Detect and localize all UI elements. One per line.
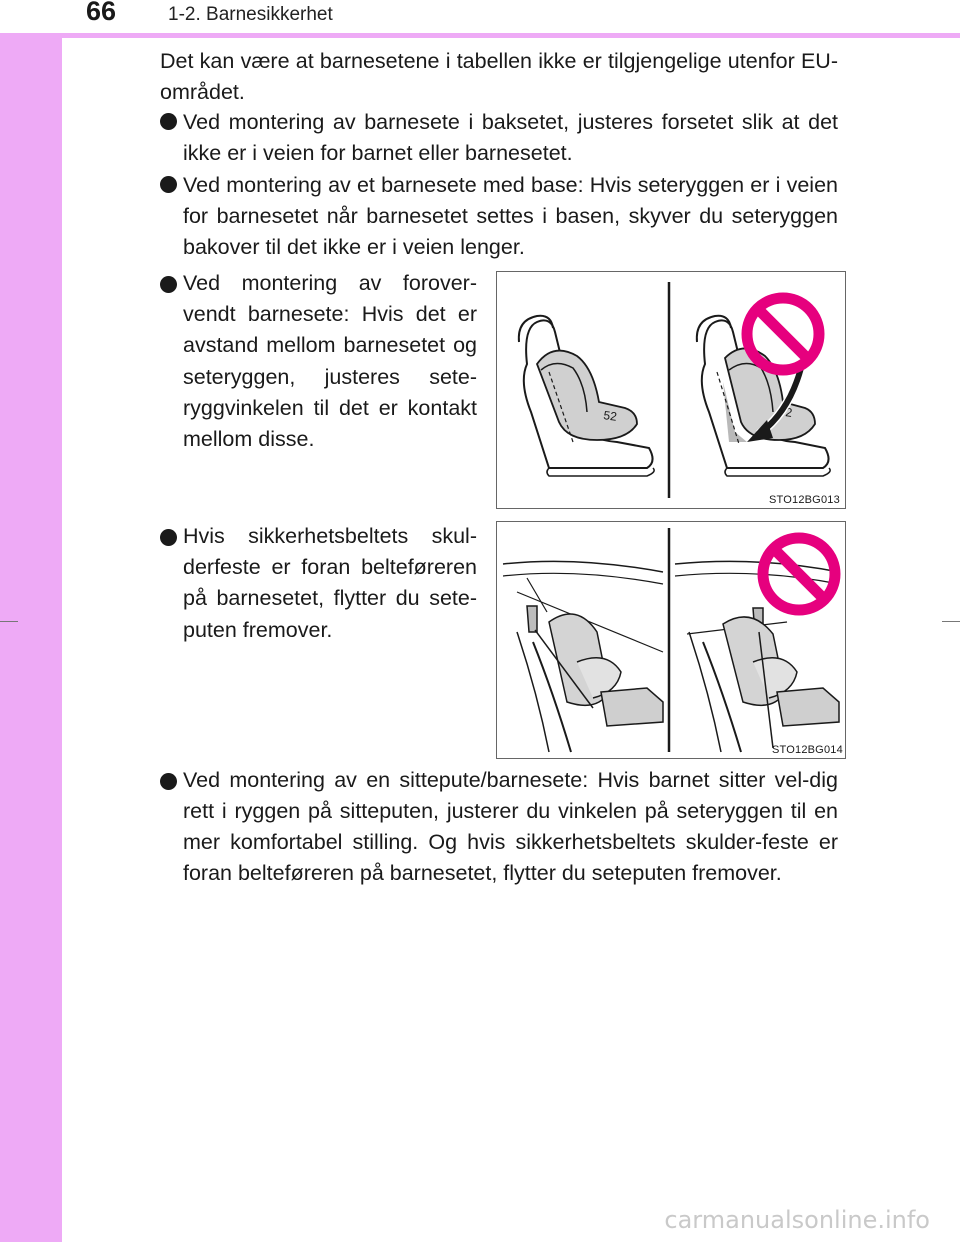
bullet-marker	[160, 176, 177, 193]
section-title: 1-2. Barnesikkerhet	[168, 4, 333, 25]
watermark: carmanualsonline.info	[664, 1206, 930, 1234]
svg-text:2: 2	[784, 405, 794, 420]
intro-paragraph: Det kan være at barnesetene i tabellen ikke er tilgjengelige utenfor EU-området.	[160, 49, 838, 104]
bullet-text-1: Ved montering av barnesete i baksetet, justeres forsetet slik at det ikke er i veien for barnet eller barnesetet.	[183, 110, 838, 165]
figure-code: STO12BG013	[769, 494, 840, 506]
bullet-marker	[160, 529, 177, 546]
header	[0, 0, 960, 33]
svg-text:52: 52	[602, 408, 618, 424]
figure-code: STO12BG014	[772, 744, 843, 756]
page-number: 66	[86, 0, 117, 26]
bullet-text-5: Ved montering av en sittepute/barnesete: Hvis barnet sitter vel-dig rett i ryggen på sitteputen, justerer du vinkelen på seteryggen til en mer komfortabel stilling. Og hvis sikkerhetsbeltets skulder-feste er foran belteføreren på barnesetet, flytter du seteputen fremover.	[183, 768, 838, 885]
bullet-text-3: Ved montering av forover-vendt barnesete: Hvis det er avstand mellom barnesetet og seteryggen, justeres sete-ryggvinkelen til det er kontakt mellom disse.	[183, 271, 477, 452]
bullet-text-4: Hvis sikkerhetsbeltets skul-derfeste er foran belteføreren på barnesetet, flytter du sete-puten fremover.	[183, 524, 477, 642]
figure-seat-recline	[496, 271, 846, 509]
bullet-marker	[160, 773, 177, 790]
bullet-marker	[160, 276, 177, 293]
figure-belt-guide	[496, 521, 846, 759]
belt-guide-illustration	[497, 522, 845, 758]
bullet-marker	[160, 113, 177, 130]
bullet-text-2: Ved montering av et barnesete med base: Hvis seteryggen er i veien for barnesetet når barnesetet settes i basen, skyver du seteryggen bakover til det ikke er i veien lenger.	[183, 173, 838, 259]
crop-mark-right	[942, 621, 960, 622]
seat-recline-illustration	[497, 272, 845, 508]
crop-mark-left	[0, 621, 18, 622]
header-rule	[0, 33, 960, 38]
